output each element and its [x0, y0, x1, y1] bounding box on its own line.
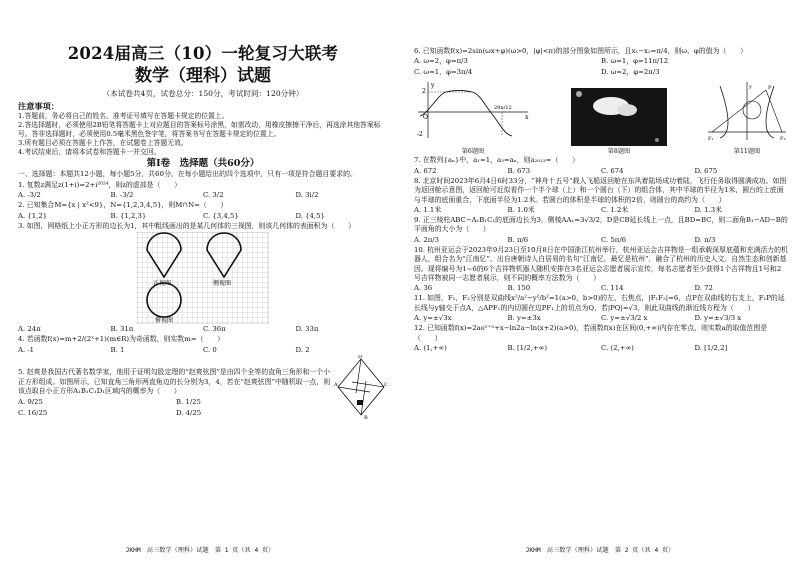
question-7: 7. 在数列{aₙ}中，a₁=1，a₃=aₙ，则a₂₀₂₃=（ ） [414, 156, 580, 165]
exam-meta: （本试卷共4页，试卷总分：150分，考试时间：120分钟） [102, 89, 304, 98]
option: C. 16/25 [18, 408, 48, 417]
option: A. {1,2} [18, 211, 48, 220]
question-6-options [414, 56, 788, 78]
three-view-figure-wrap [18, 232, 388, 324]
option: A. (1,+∞) [414, 344, 447, 353]
question-7-options [414, 166, 788, 176]
question-12: 12. 已知函数f(x)=2aeˣ⁺ᵃ+x−ln2a−ln(x+2)(a>0)，若函数f(x)在区间(0,+∞)内存在零点，则实数a的取值范围是（ ） [414, 324, 768, 342]
front-view-label: 正视图 [153, 280, 172, 288]
svg-text:y: y [749, 84, 752, 91]
option: D. 4/25 [176, 408, 202, 417]
option: C. 36π [203, 325, 226, 334]
option: B. ω=1，φ=11π/12 [601, 57, 669, 66]
top-view-label: 俯视图 [155, 317, 174, 325]
question-1-options [18, 190, 388, 200]
option: B. 31π [110, 325, 134, 334]
page-2-footer: JKHM 高三数学（理科）试题 第 2 页（共 4 页） [525, 547, 675, 554]
question-10: 10. 杭州亚运会于2023年9月23日至10月8日在中国浙江杭州举行，杭州亚运会吉祥物是一组承载深厚底蕴和充满活力的机器人，组合名为“江南忆”，出自唐朝诗人白居易的名句“江南忆，最忆是杭州”，融合了杭州的历史人文、自然生态和创新基因。现将编号为1~6的6个吉祥物机器人随机安排在3名亚运会志愿者展示宣传，每名志愿者至少获得1个吉祥物且1号和2号吉祥物被同一志愿者展示，则不同的概率方法数为（ ） [414, 245, 788, 283]
option: B. 673 [507, 166, 531, 175]
option: C. y=±√3/2 x [601, 314, 648, 323]
figure-11-caption: 第11题图 [733, 148, 761, 156]
graph-y-label: y [431, 82, 435, 90]
zhao-shuang-diagram [334, 355, 388, 419]
option: B. y=±3x [507, 314, 541, 323]
option: C. 0 [203, 345, 217, 354]
option: C. 1.2米 [601, 206, 629, 215]
question-6: 6. 已知函数f(x)=2sin(ωx+φ)(ω>0，|φ|<π)的部分图象如图所示，且x₁−x₂=π/4，则ω，φ的值为（ ） [414, 47, 747, 55]
figure-row [414, 80, 788, 155]
svg-text:F₂: F₂ [780, 136, 786, 143]
option: D. 1.3米 [694, 206, 723, 215]
capsule-photo [571, 88, 667, 146]
question-8-options [414, 205, 788, 215]
option: C. {3,4,5} [203, 211, 239, 220]
question-2: 2. 已知集合M={x | x²<9}，N={1,2,3,4,5}，则M∩N=（ ） [18, 201, 228, 210]
option: A. 1.1米 [414, 206, 442, 215]
question-3-options [18, 324, 388, 334]
note-item: 1.答题前，务必将自己的姓名、准考证号填写在答题卡规定的位置上。 [18, 112, 229, 120]
option: D. y=±√3/3 x [694, 314, 742, 323]
option: D. π/3 [694, 235, 716, 244]
question-4-options [18, 345, 388, 355]
three-view-figure [137, 232, 269, 324]
question-9: 9. 正三棱柱ABC−A₁B₁C₁的底面边长为3，侧棱AA₁=3√3/2，D是CB延长线上一点，且BD=BC，则二面角B₁−AD−B的平面角的大小为（ ） [414, 216, 788, 234]
question-8: 8. 北京时间2023年6月4日6时33分，“神舟十五号”载人飞船返回舱在东风着陆场成功着陆，飞行任务取得圆满成功。如图为返回舱示意图，返回舱可近似看作一个半个球（上）和一个圆台（下）的组合体，其中半球的半径为1米，圆台的上底面与半球的底面重合，下底面半径为1.2米。若圆台的体积是半球的体积的2倍，则圆台的高约为（ ） [414, 176, 787, 204]
figure-8-caption: 第8题图 [607, 148, 631, 156]
figure-8 [571, 88, 667, 155]
graph-origin: O [423, 114, 428, 122]
note-item: 2.答选择题时，必须使用2B铅笔将答题卡上对应题目的答案标号涂黑，如需改动，用橡皮擦擦干净后，再选涂其他答案标号。答非选择题时，必须使用0.5毫米黑色签字笔，将答案书写在答题卡规定的位置上。 [18, 121, 381, 139]
question-5-block [18, 355, 388, 419]
option: A. y=±√3x [414, 314, 452, 323]
graph-y-top: 2 [422, 88, 426, 96]
svg-text:B: B [364, 414, 368, 419]
option: B. 1 [110, 345, 125, 354]
figure-6-caption: 第6题图 [461, 148, 485, 156]
figure-11 [706, 80, 788, 155]
option: A. 672 [414, 166, 437, 175]
option: A. -1 [18, 345, 35, 354]
option: B. -3/2 [110, 191, 134, 200]
option: D. 33π [295, 325, 319, 334]
question-10-options [414, 283, 788, 293]
graph-y-bottom: -2 [417, 131, 423, 139]
question-3: 3. 如图，网格纸上小正方形的边长为1，其中粗线画出的是某几何体的三视图，则该几何体的表面积为（ ） [18, 221, 356, 230]
question-11: 11. 如图，F₁，F₂分别是双曲线x²/a²−y²/b²=1(a>0，b>0)的左、右焦点，|F₁F₂|=6，点P在双曲线的右支上，F₁P的延长线与y轴交于点A，△APF₁的内切圆在边PF₁上的切点为Q，若|PQ|=√3，则此双曲线的渐近线方程为（ ） [414, 294, 785, 312]
option: B. 150 [507, 284, 531, 293]
option: C. (2,+∞) [601, 344, 634, 353]
exam-subtitle: 数学（理科）试题 [135, 66, 271, 86]
option: D. 3i/2 [295, 191, 319, 200]
option: A. 2π/3 [414, 235, 439, 244]
option: A. ω=2，φ=π/3 [414, 57, 468, 66]
question-4: 4. 若函数f(x)=m+2/(2ˣ+1)(m∈R)为奇函数，则实数m=（ ） [18, 335, 225, 344]
hyperbola-diagram [706, 80, 788, 142]
question-11-options [414, 313, 788, 323]
option: B. π/6 [507, 235, 529, 244]
option: B. [1/2,+∞) [507, 344, 548, 353]
option: D. 72 [694, 284, 713, 293]
svg-text:A: A [334, 381, 338, 388]
option: D. 2 [295, 345, 310, 354]
option: C. 674 [601, 166, 624, 175]
exam-title: 2024届高三（10）一轮复习大联考 [67, 44, 339, 63]
graph-x-label: x [525, 114, 529, 122]
exam-page-2 [400, 0, 800, 563]
option: C. 5π/6 [601, 235, 627, 244]
option: B. {1,2,3} [110, 211, 147, 220]
svg-text:D: D [358, 354, 363, 360]
graph-tick: 29π/12 [494, 105, 512, 112]
option: D. 675 [694, 166, 718, 175]
option: B. 1.0米 [507, 206, 535, 215]
option: D. {4,5} [295, 211, 325, 220]
notes-heading: 注意事项： [18, 101, 59, 111]
note-item: 3.所有题目必须在答题卡上作答，在试题卷上答题无效。 [18, 139, 188, 148]
option: D. [1/2,2] [694, 344, 728, 353]
option: A. 24π [18, 325, 41, 334]
svg-text:F₁: F₁ [708, 136, 714, 143]
question-1: 1. 复数z满足z(1+i)=2+i²⁰²⁴，则z的虚部是（ ） [18, 180, 182, 189]
svg-text:C: C [384, 381, 388, 388]
svg-text:P: P [768, 85, 772, 92]
question-9-options [414, 235, 788, 245]
note-item: 4.考试结束后，请将本试卷和答题卡一并交回。 [18, 148, 161, 157]
page-1-footer: JKHM 高三数学（理科）试题 第 1 页（共 4 页） [125, 547, 275, 554]
option: C. ω=1，φ=3π/4 [414, 68, 473, 77]
part-title: 第Ⅰ卷 选择题（共60分） [146, 158, 260, 170]
option: A. 36 [414, 284, 433, 293]
figure-6 [414, 80, 532, 155]
option: A. 9/25 [18, 397, 43, 406]
question-2-options [18, 211, 388, 221]
option: D. ω=2，φ=2π/3 [601, 68, 660, 77]
question-5: 5. 赵爽是我国古代著名数学家，他用于证明勾股定理的“赵爽弦图”是由四个全等的直角三角形和一个小正方形组成。如图所示，已知直角三角形两直角边的长分别为3，4，若在“赵爽弦图”中随机取一点，则该点取自小正方形A₁B₁C₁D₁区域内的概率为（ ） [18, 368, 331, 396]
option: C. 114 [601, 284, 624, 293]
option: A. -3/2 [18, 191, 41, 200]
question-5-options [18, 397, 334, 419]
option: B. 1/25 [176, 397, 201, 406]
side-view-label: 侧视图 [213, 280, 232, 288]
option: C. 3/2 [203, 191, 224, 200]
question-12-options [414, 343, 788, 353]
sine-graph [414, 80, 532, 142]
section-intro: 一、选择题：本题共12小题，每小题5分，共60分。在每小题给出的四个选项中，只有一项是符合题目要求的。 [18, 170, 357, 179]
